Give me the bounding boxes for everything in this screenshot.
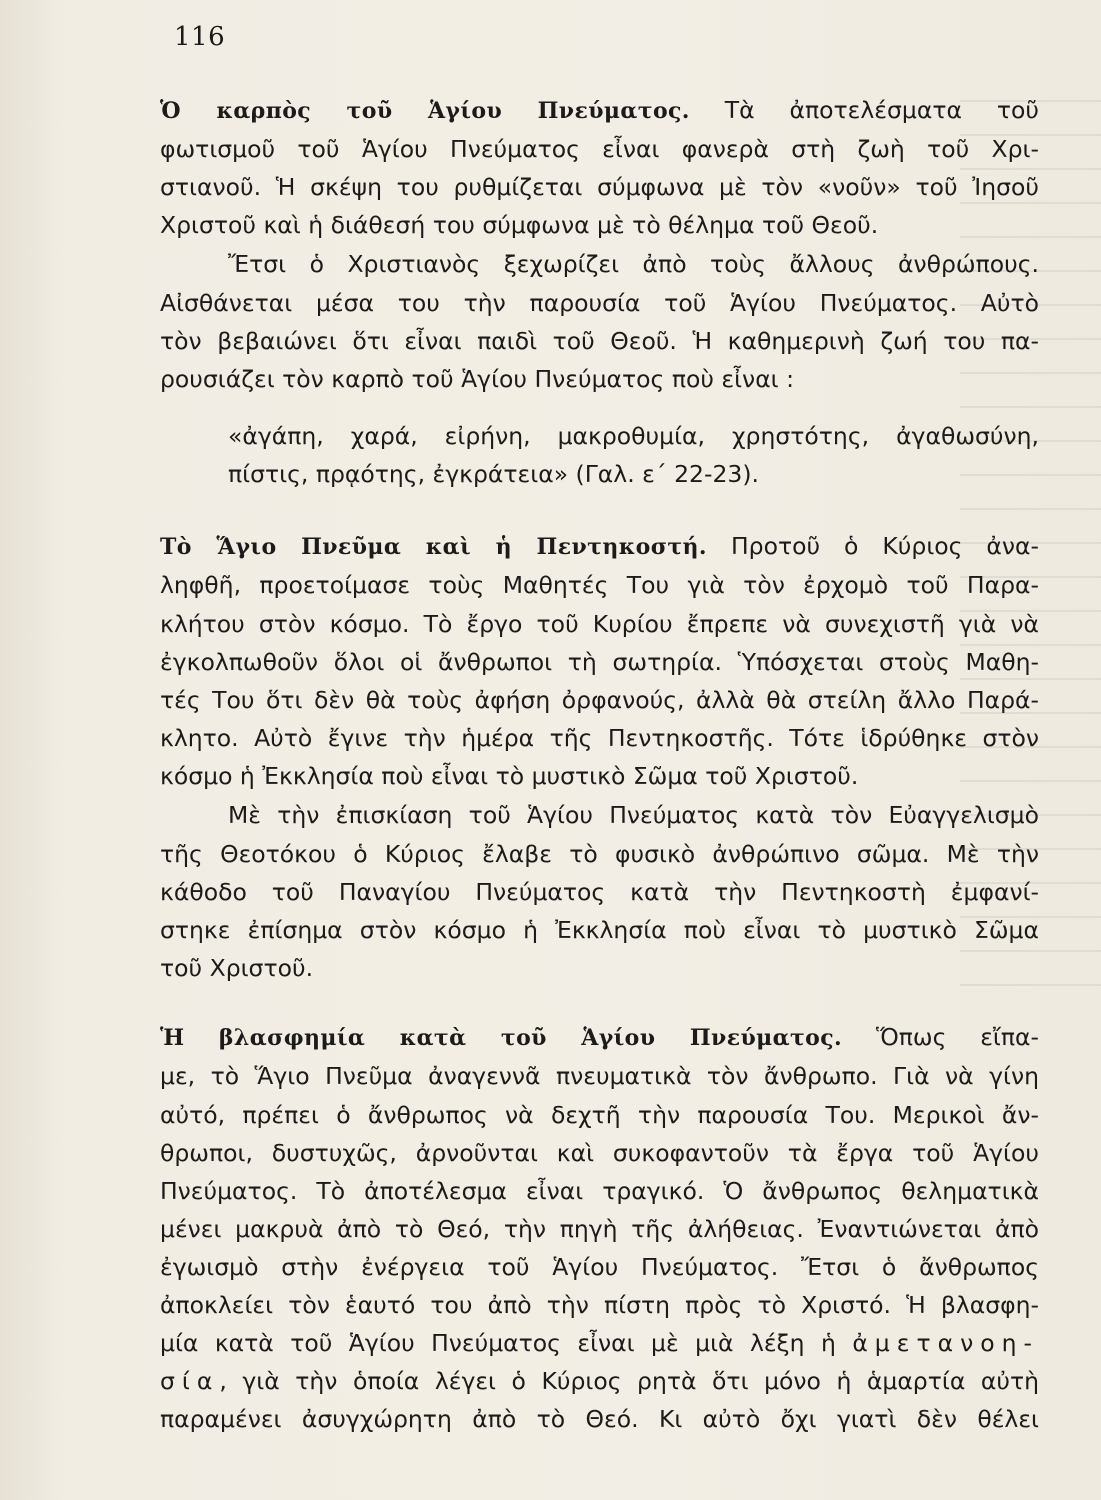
text-line: τῆς Θεοτόκου ὁ Κύριος ἔλαβε τὸ φυσικὸ ἀνθρώπινο σῶμα. Μὲ τὴν — [160, 840, 1039, 868]
quote-line: πίστις, πρᾳότης, ἐγκράτεια» (Γαλ. ε΄ 22-23). — [228, 460, 759, 488]
text-line: μία κατὰ τοῦ Ἁγίου Πνεύματος εἶναι μὲ μιὰ λέξη ἡ ἀμετανοη- — [160, 1329, 1039, 1357]
text-line: ρουσιάζει τὸν καρπὸ τοῦ Ἁγίου Πνεύματος ποὺ εἶναι : — [160, 365, 795, 393]
text-line: Τὸ Ἅγιο Πνεῦμα καὶ ἡ Πεντηκοστή. Προτοῦ ὁ Κύριος ἀνα- — [160, 532, 1039, 560]
text-line: τοῦ Χριστοῦ. — [160, 954, 314, 982]
text-line: τὸν βεβαιώνει ὅτι εἶναι παιδὶ τοῦ Θεοῦ. Ἡ καθημερινὴ ζωή του πα- — [160, 327, 1039, 355]
text-line: κλήτου στὸν κόσμο. Τὸ ἔργο τοῦ Κυρίου ἔπρεπε νὰ συνεχιστῆ γιὰ νὰ — [160, 610, 1039, 638]
text-line: στηκε ἐπίσημα στὸν κόσμο ἡ Ἐκκλησία ποὺ εἶναι τὸ μυστικὸ Σῶμα — [160, 916, 1039, 944]
section-heading: Ὁ καρπὸς τοῦ Ἁγίου Πνεύματος. — [160, 98, 690, 124]
quote-line: «ἀγάπη, χαρά, εἰρήνη, μακροθυμία, χρηστότης, ἀγαθωσύνη, — [228, 422, 1039, 450]
text-line: κλητο. Αὐτὸ ἔγινε τὴν ἡμέρα τῆς Πεντηκοστῆς. Τότε ἱδρύθηκε στὸν — [160, 724, 1039, 752]
text-line: κάθοδο τοῦ Παναγίου Πνεύματος κατὰ τὴν Πεντηκοστὴ ἐμφανί- — [160, 878, 1039, 906]
emphasized-word: ἀμετανοη- — [852, 1329, 1039, 1357]
text-line: Ἔτσι ὁ Χριστιανὸς ξεχωρίζει ἀπὸ τοὺς ἄλλους ἀνθρώπους. — [228, 250, 1039, 278]
text-line: Χριστοῦ καὶ ἡ διάθεσή του σύμφωνα μὲ τὸ θέλημα τοῦ Θεοῦ. — [160, 211, 879, 239]
text-line: ἀποκλείει τὸν ἑαυτό του ἀπὸ τὴν πίστη πρὸς τὸ Χριστό. Ἡ βλασφη- — [160, 1291, 1039, 1319]
section-heading: Ἡ βλασφημία κατὰ τοῦ Ἁγίου Πνεύματος. — [160, 1025, 843, 1051]
text-line: αὐτό, πρέπει ὁ ἄνθρωπος νὰ δεχτῆ τὴν παρουσία Του. Μερικοὶ ἄν- — [160, 1101, 1039, 1129]
text-line: Αἰσθάνεται μέσα του τὴν παρουσία τοῦ Ἁγίου Πνεύματος. Αὐτὸ — [160, 289, 1039, 317]
page-number: 116 — [174, 22, 226, 52]
text-line: ἐγκολπωθοῦν ὅλοι οἱ ἄνθρωποι τὴ σωτηρία. Ὑπόσχεται στοὺς Μαθη- — [160, 648, 1039, 676]
text-line: παραμένει ἀσυγχώρητη ἀπὸ τὸ Θεό. Κι αὐτὸ ὄχι γιατὶ δὲν θέλει — [160, 1405, 1039, 1433]
text-line: θρωποι, δυστυχῶς, ἀρνοῦνται καὶ συκοφαντοῦν τὰ ἔργα τοῦ Ἁγίου — [160, 1139, 1039, 1167]
text-line: φωτισμοῦ τοῦ Ἁγίου Πνεύματος εἶναι φανερὰ στὴ ζωὴ τοῦ Χρι- — [160, 135, 1039, 163]
text-line: στιανοῦ. Ἡ σκέψη του ρυθμίζεται σύμφωνα μὲ τὸν «νοῦν» τοῦ Ἰησοῦ — [160, 173, 1039, 201]
text-line: σία, γιὰ τὴν ὁποία λέγει ὁ Κύριος ρητὰ ὅτι μόνο ἡ ἁμαρτία αὐτὴ — [160, 1367, 1039, 1395]
text-line: με, τὸ Ἅγιο Πνεῦμα ἀναγεννᾶ πνευματικὰ τὸν ἄνθρωπο. Γιὰ νὰ γίνη — [160, 1062, 1039, 1090]
text-line: ἐγωισμὸ στὴν ἐνέργεια τοῦ Ἁγίου Πνεύματος. Ἔτσι ὁ ἄνθρωπος — [160, 1253, 1039, 1281]
text-line: Ὁ καρπὸς τοῦ Ἁγίου Πνεύματος. Τὰ ἀποτελέσματα τοῦ — [160, 96, 1039, 124]
text-line: Μὲ τὴν ἐπισκίαση τοῦ Ἁγίου Πνεύματος κατὰ τὸν Εὐαγγελισμὸ — [228, 801, 1039, 829]
text-line: Ἡ βλασφημία κατὰ τοῦ Ἁγίου Πνεύματος. Ὅπως εἴπα- — [160, 1023, 1039, 1051]
text-line: Πνεύματος. Τὸ ἀποτέλεσμα εἶναι τραγικό. Ὁ ἄνθρωπος θεληματικὰ — [160, 1177, 1039, 1205]
section-heading: Τὸ Ἅγιο Πνεῦμα καὶ ἡ Πεντηκοστή. — [160, 534, 707, 560]
text-line: μένει μακρυὰ ἀπὸ τὸ Θεό, τὴν πηγὴ τῆς ἀλήθειας. Ἐναντιώνεται ἀπὸ — [160, 1215, 1039, 1243]
text-line: κόσμο ἡ Ἐκκλησία ποὺ εἶναι τὸ μυστικὸ Σῶμα τοῦ Χριστοῦ. — [160, 762, 859, 790]
emphasized-word: σία — [160, 1367, 220, 1395]
text-line: τές Του ὅτι δὲν θὰ τοὺς ἀφήση ὀρφανούς, ἀλλὰ θὰ στείλη ἄλλο Παρά- — [160, 686, 1039, 714]
text-line: ληφθῆ, προετοίμασε τοὺς Μαθητές Του γιὰ τὸν ἐρχομὸ τοῦ Παρα- — [160, 571, 1039, 599]
